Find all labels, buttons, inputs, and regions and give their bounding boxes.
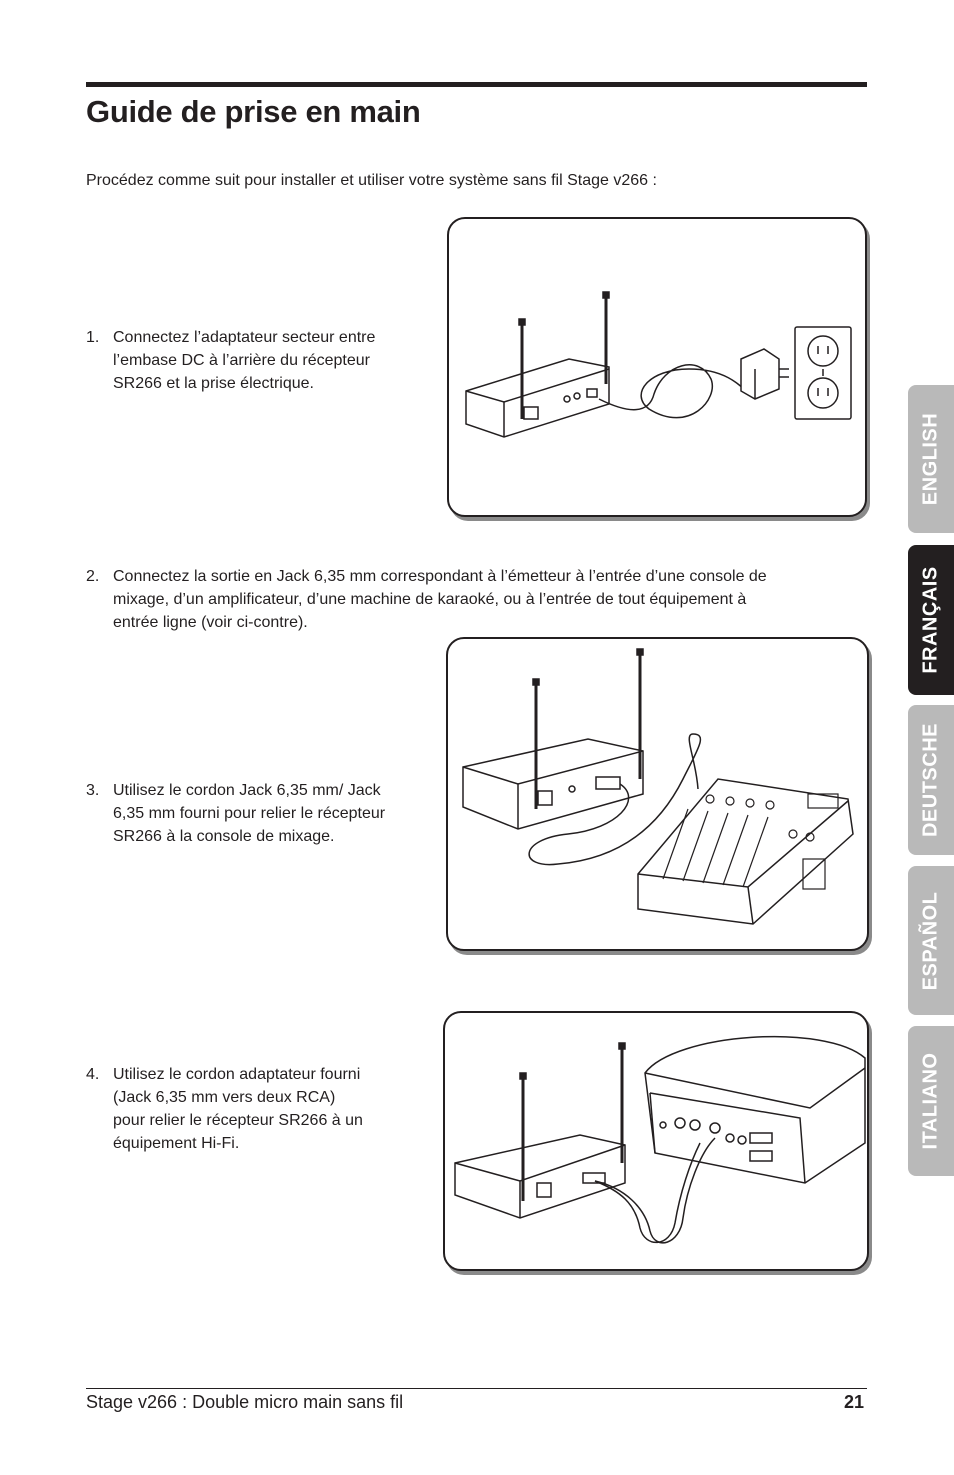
step-line: Connectez l’adaptateur secteur entre xyxy=(113,329,376,346)
footer-rule xyxy=(86,1388,867,1389)
tab-label: ITALIANO xyxy=(919,1052,942,1150)
footer-title: Stage v266 : Double micro main sans fil xyxy=(86,1392,404,1412)
step-line: 6,35 mm fourni pour relier le récepteur xyxy=(113,805,386,822)
header-rule xyxy=(86,82,867,87)
step-line: Utilisez le cordon Jack 6,35 mm/ Jack xyxy=(113,782,381,799)
page-number: 21 xyxy=(843,1392,864,1412)
step-line: équipement Hi-Fi. xyxy=(113,1135,240,1152)
step-line: Connectez la sortie en Jack 6,35 mm correspondant à l’émetteur à l’entrée d’une console de xyxy=(113,568,767,585)
step-line: SR266 et la prise électrique. xyxy=(113,375,314,392)
tab-label: ESPAÑOL xyxy=(919,891,942,990)
illustration-mixing-console xyxy=(446,637,869,951)
step-line: l’embase DC à l’arrière du récepteur xyxy=(113,352,370,369)
step-line: pour relier le récepteur SR266 à un xyxy=(113,1112,363,1129)
tab-italiano[interactable] xyxy=(908,1026,954,1176)
step-2 xyxy=(86,565,866,635)
step-line: mixage, d’un amplificateur, d’une machine de karaoké, ou à l’entrée de tout équipement à xyxy=(113,591,747,608)
step-line: SR266 à la console de mixage. xyxy=(113,828,335,845)
tab-label: ENGLISH xyxy=(919,412,942,506)
illustration-power-adapter xyxy=(447,217,867,517)
tab-english[interactable] xyxy=(908,385,954,533)
step-3 xyxy=(86,779,426,849)
tab-deutsche[interactable] xyxy=(908,705,954,855)
step-4 xyxy=(86,1063,416,1157)
tab-espanol[interactable] xyxy=(908,866,954,1015)
illustration-hifi xyxy=(443,1011,869,1271)
step-number: 3. xyxy=(86,782,100,799)
page-title: Guide de prise en main xyxy=(86,94,421,129)
receiver-hifi-diagram xyxy=(445,1013,867,1269)
step-1 xyxy=(86,326,416,396)
receiver-mixer-diagram xyxy=(448,639,867,949)
tab-francais[interactable] xyxy=(908,545,954,695)
intro-text: Procédez comme suit pour installer et utiliser votre système sans fil Stage v266 : xyxy=(86,172,657,189)
tab-label: FRANÇAIS xyxy=(919,566,942,674)
step-line: Utilisez le cordon adaptateur fourni xyxy=(113,1066,361,1083)
receiver-power-diagram xyxy=(449,219,865,515)
tab-label: DEUTSCHE xyxy=(919,722,942,838)
step-line: (Jack 6,35 mm vers deux RCA) xyxy=(113,1089,336,1106)
step-line: entrée ligne (voir ci-contre). xyxy=(113,614,308,631)
step-number: 4. xyxy=(86,1066,100,1083)
step-number: 2. xyxy=(86,568,100,585)
step-number: 1. xyxy=(86,329,100,346)
